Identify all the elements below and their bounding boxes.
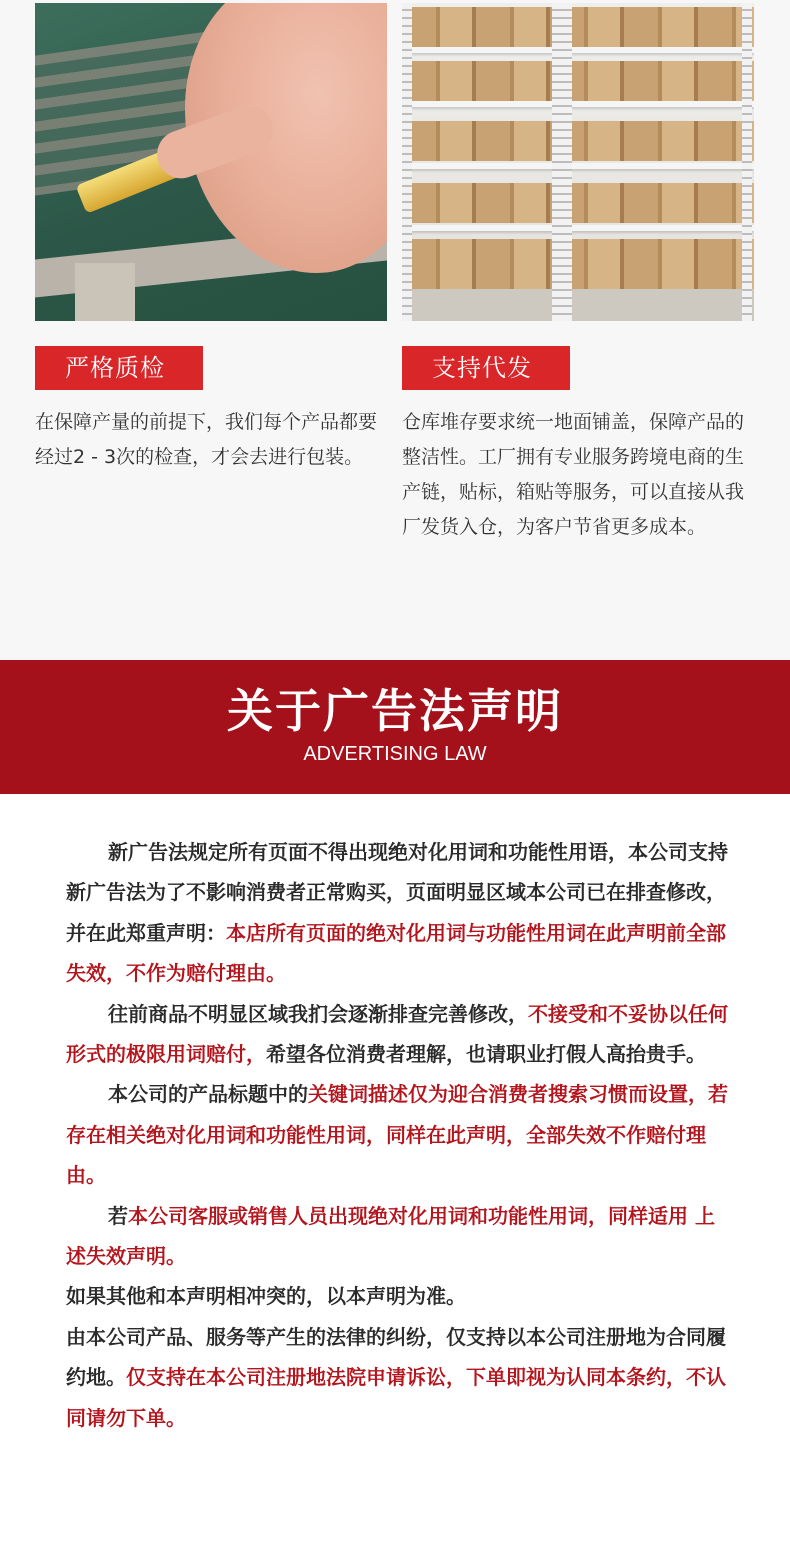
feature-tag-inspection: 严格质检 [35, 346, 203, 390]
warehouse-photo [402, 3, 754, 321]
statement-p2-emphasis: 不接受和不妥协以任何形式的极限用词赔付， [66, 1001, 728, 1067]
statement-p3-emphasis: 关键词描述仅为迎合消费者搜索习惯而设置，若存在相关绝对化用词和功能性用词，同样在此声明，全部失效不作赔付理由。 [66, 1082, 728, 1188]
advertising-law-banner [0, 660, 790, 794]
statement-p6-emphasis: 仅支持在本公司注册地法院申请诉讼，下单即视为认同本条约，不认同请勿下单。 [66, 1365, 726, 1430]
statement-paragraph-5: 如果其他和本声明相冲突的，以本声明为准。 [66, 1284, 466, 1309]
statement-p2-tail: 希望各位消费者理解，也请职业打假人高抬贵手。 [266, 1042, 706, 1067]
statement-paragraph-4 [66, 1196, 730, 1277]
statement-p2-text: 往前商品不明显区域我扪会逐渐排查完善修改， [108, 1001, 528, 1026]
feature-section [0, 0, 790, 660]
statement-p1-text: 新广告法规定所有页面不得出现绝对化用词和功能性用语，本公司支持新广告法为了不影响消费者正常购买，页面明显区域本公司已在排查修改，并在此郑重声明： [66, 840, 728, 945]
banner-title: 关于广告法声明 [227, 684, 563, 738]
statement-paragraph-3 [66, 1074, 730, 1195]
inspection-photo [35, 3, 387, 321]
feature-tag-dropship: 支持代发 [402, 346, 570, 390]
statement-p1-emphasis: 本店所有页面的绝对化用词与功能性用词在此声明前全部失效，不作为赔付理由。 [66, 920, 726, 986]
statement-paragraph-2 [66, 994, 730, 1075]
statement-p6-text: 由本公司产品、服务等产生的法律的纠纷，仅支持以本公司注册地为合同履约地。 [66, 1324, 726, 1390]
statement-p4-text: 若 [108, 1203, 128, 1228]
feature-desc-inspection: 在保障产量的前提下，我们每个产品都要经过2 - 3次的检查，才会去进行包装。 [35, 411, 378, 468]
advertising-law-statement [66, 832, 730, 1438]
feature-desc-dropship: 仓库堆存要求统一地面铺盖，保障产品的整洁性。工厂拥有专业服务跨境电商的生产链，贴标，箱贴等服务，可以直接从我厂发货入仓，为客户节省更多成本。 [402, 411, 745, 538]
statement-p3-text: 本公司的产品标题中的 [108, 1082, 308, 1107]
statement-paragraph-1 [66, 832, 730, 994]
statement-p4-emphasis: 本公司客服或销售人员出现绝对化用词和功能性用词，同样适用 上述失效声明。 [66, 1203, 715, 1269]
banner-subtitle: ADVERTISING LAW [303, 743, 487, 765]
statement-paragraph-6 [66, 1317, 730, 1438]
